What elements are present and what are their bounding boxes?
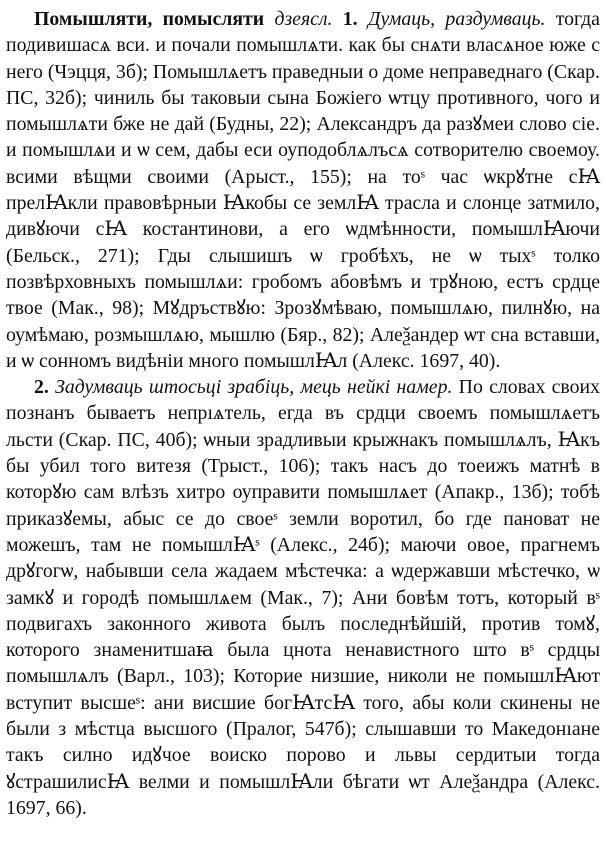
entry-sense-1 — [6, 6, 600, 374]
sense-1-number: 1. — [342, 8, 358, 30]
sense-2-number: 2. — [34, 376, 49, 399]
grammar-label: дзеясл. — [274, 8, 333, 30]
sense-2-definition: Задумваць штосьці зрабіць, мець нейкі намер. — [55, 376, 453, 399]
entry-sense-2 — [6, 374, 600, 821]
sense-1-body: тогда подивишасѧ вси. и почали помышлѧти. как бы снѧти власѧное юже с него (Чэцця, 3б); Помышлѧетъ праведныи о доме неправеднаго (Скар. ПС, 32б); чиниль бы таковыи сына Божіего ѡтцу противного, чого и помышлѧти бже не дай (Будны, 22); Александръ да разꙋмеи слово сіе. и помышлѧи и ѡ сем, дабы еси оуподоблѧлъсѧ сотворителю своемоу. всими вѣщми своими (Арыст., 155); на тоˢ час ѡкрꙋтне сꙖ прелꙖкли правовѣрныи Ꙗкобы се землꙖ трасла и слонце затмило, дивꙋючи сꙖ костантинови, а его ѡдмѣнности, помышлꙖючи (Бельск., 271); Гды слышишъ ѡ гробѣхъ, не ѡ тыхˢ толко позвѣрховныхъ помышлѧи: гробомъ абовѣмъ и трꙋною, естъ срдце твое (Мак., 98); Мꙋдръствꙋю: Зрозꙋмѣваю, помышлѧю, пилнꙋю, на оумѣмаю, розмышлѧю, мышлю (Бяр., 82); Алеѯандер ѡт сна вставши, и ѡ сонномъ видѣніи много помышлꙖл (Алекс. 1697, 40). — [6, 8, 600, 372]
headword: Помышляти, помысляти — [34, 8, 265, 30]
sense-2-body: По словах своих познанъ бываетъ непрıѧтель, егда въ срдци своемъ помышлѧетъ льсти (Скар. ПС, 40б); ѡныи зрадливыи крыжнакъ помышлѧлъ, Ꙗкъ бы убил того витезя (Трыст., 106); такъ насъ до тоеижъ матнѣ в которꙋю сам влѣзъ хитро оуправити помышлѧет (Апакр., 13б); тобѣ приказꙋемы, абыс се до своеˢ земли воротил, бо где пановат не можешъ, там не помышлꙖˢ (Алекс., 24б); маючи овое, прагнемъ дрꙋгогѡ, набывши села жадаем мѣстечка: а ѡдержавши мѣстечко, ѡ замкꙋ и городѣ помышлѧем (Мак., 7); Ани бовѣм тотъ, который вˢ подвигахъ законного живота былъ последнѣйшій, против томꙋ, которого знаменитшаꙗ была цнота ненавистного што вˢ срдцы помышлѧлъ (Варл., 103); Которие низшие, николи не помышлꙖют вступит высшеˢ: ани висшие богꙖтсꙖ того, абы коли скинены не были з мѣстца высшого (Пралог, 547б); слышавши то Македонıане такъ силно идꙋчое воиско порово и львы сердитыи тогда ꙋстрашилисꙖ велми и помышлꙖли бѣгати ѡт Алеѯандра (Алекс. 1697, 66). — [6, 376, 600, 819]
sense-1-definition: Думаць, раздумваць. — [367, 8, 546, 30]
